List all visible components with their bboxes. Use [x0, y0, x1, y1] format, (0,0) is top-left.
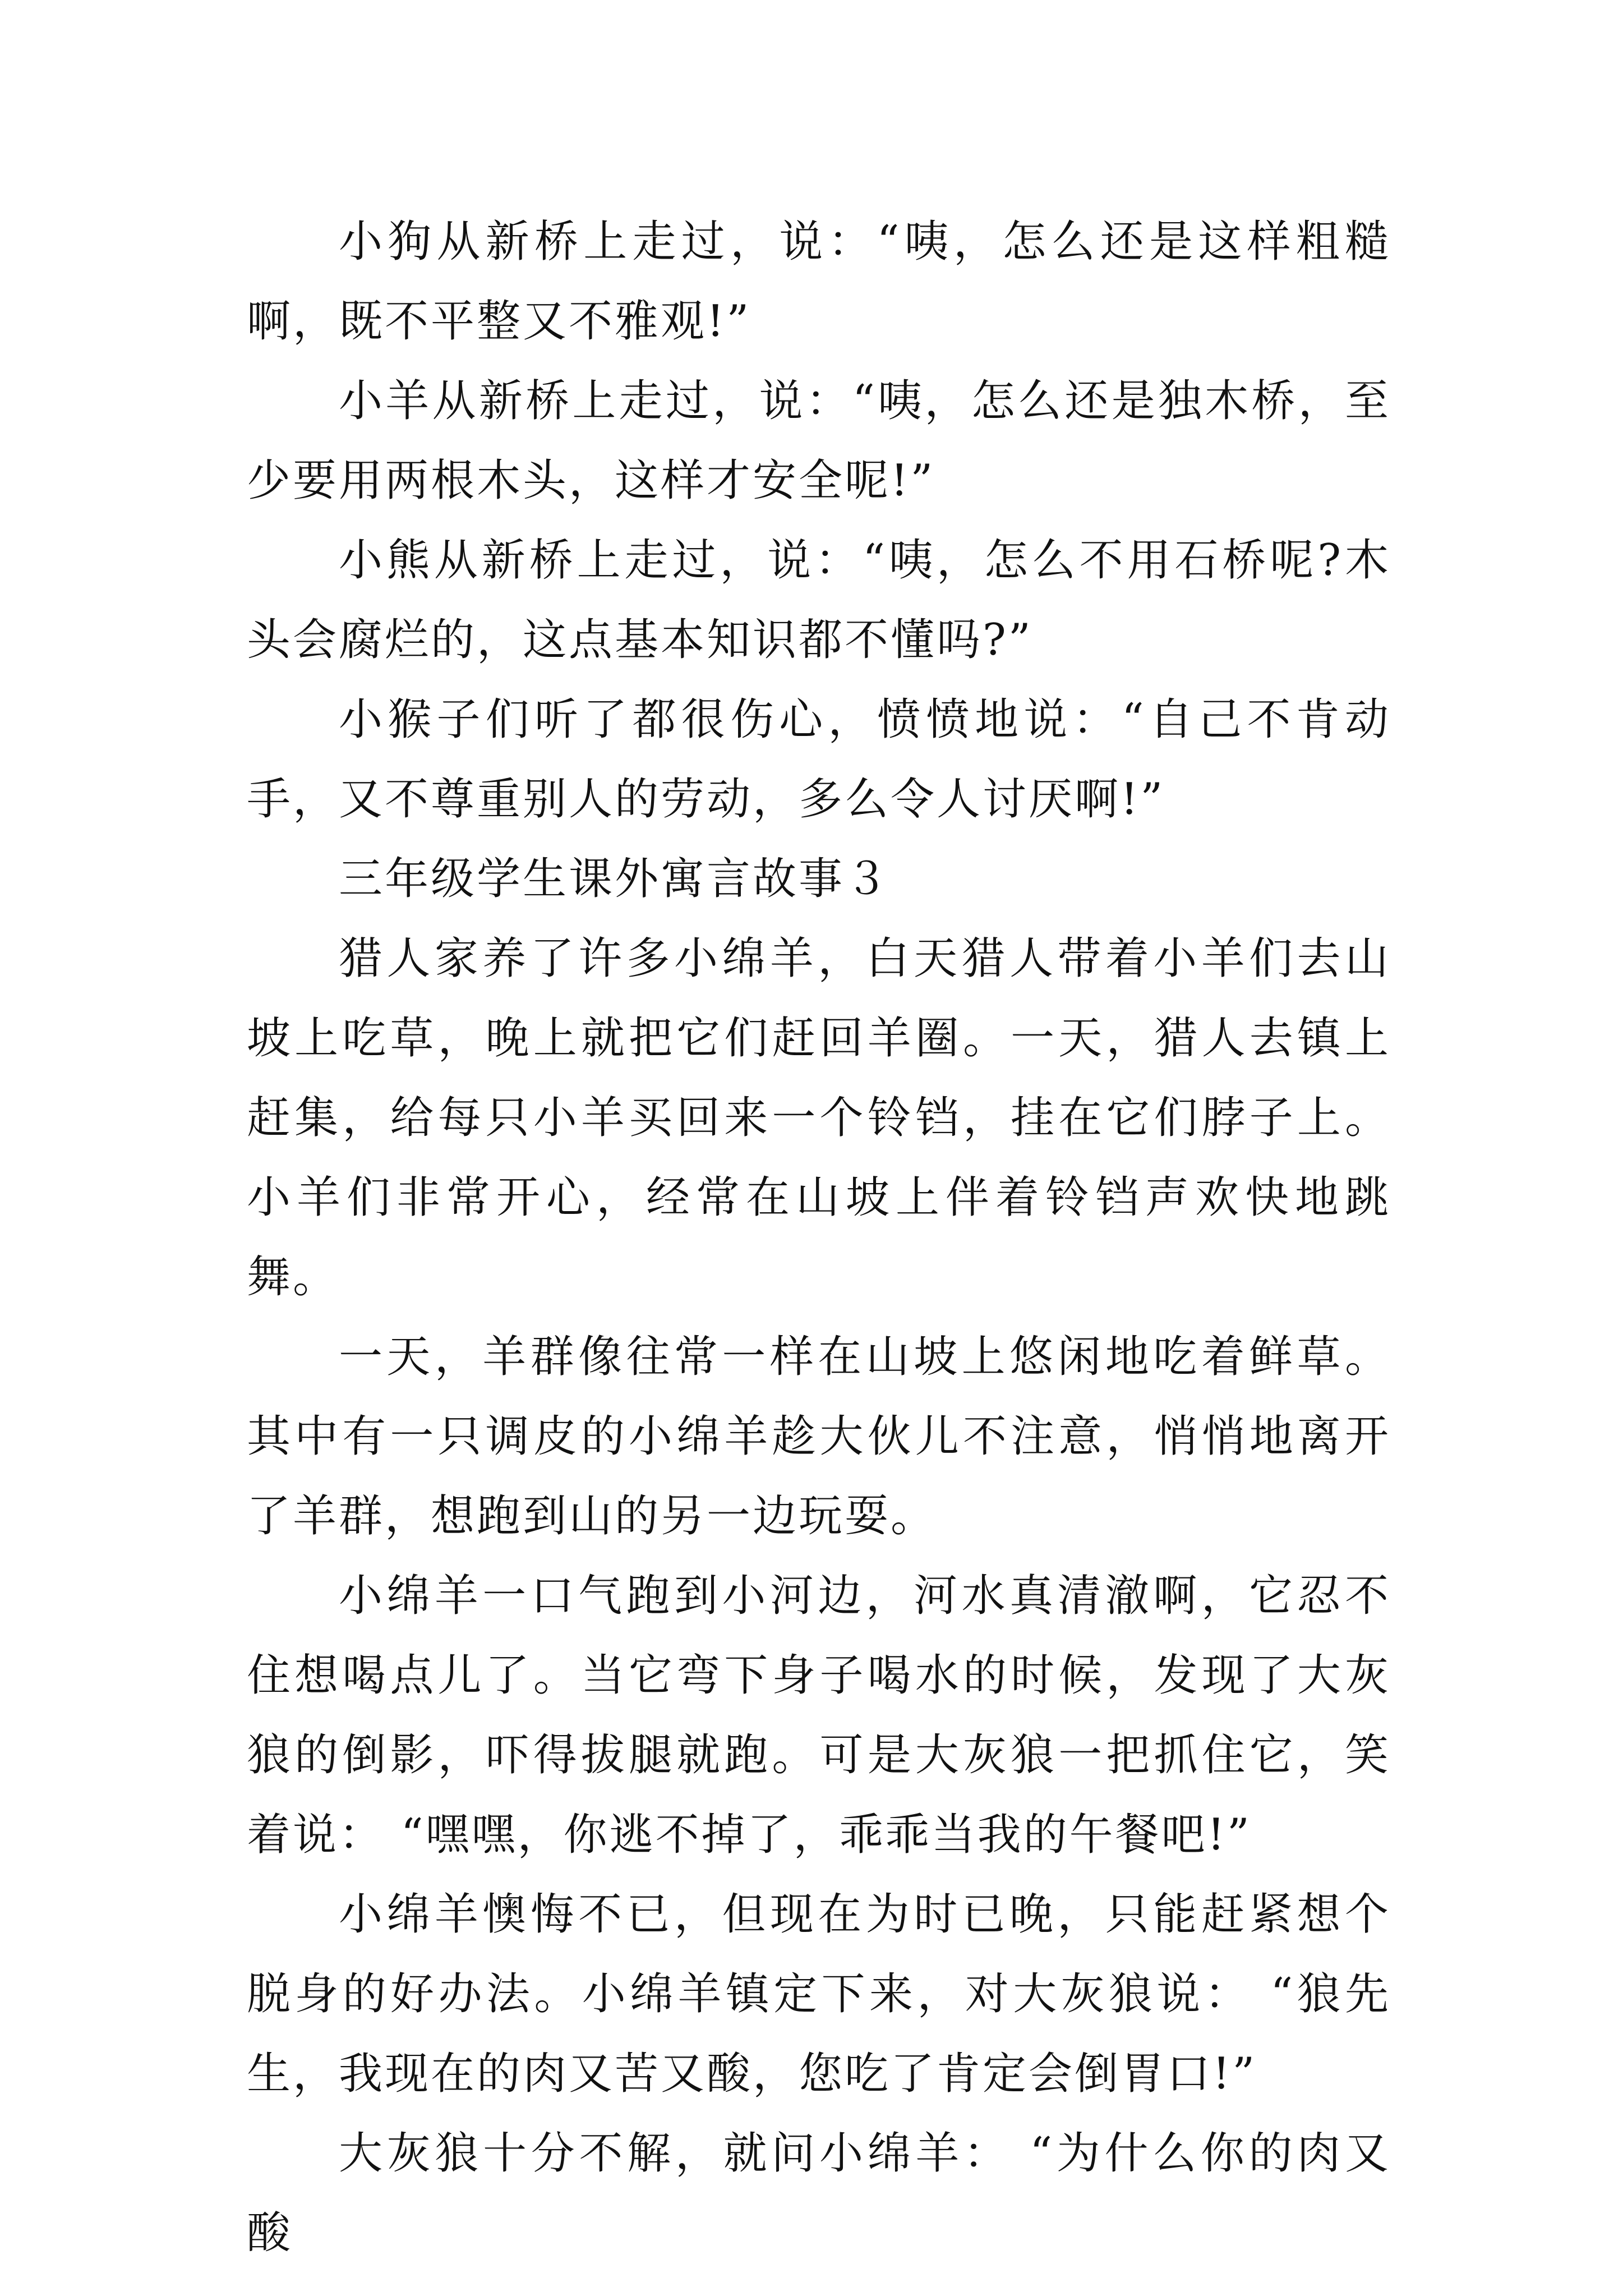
paragraph-river: 小绵羊一口气跑到小河边，河水真清澈啊，它忍不住想喝点儿了。当它弯下身子喝水的时候，发现了大灰狼的倒影，吓得拔腿就跑。可是大灰狼一把抓住它，笑着说： “嘿嘿，你逃不掉了，乖乖当我的午餐吧!”: [247, 1571, 1391, 1860]
section-title: 三年级学生课外寓言故事３: [339, 854, 891, 904]
paragraph-bear: 小熊从新桥上走过，说：“咦，怎么不用石桥呢?木头会腐烂的，这点基本知识都不懂吗?”: [247, 535, 1391, 665]
paragraph-dog: 小狗从新桥上走过，说：“咦，怎么还是这样粗糙啊，既不平整又不雅观!”: [247, 217, 1391, 347]
paragraph-wolf-question: 大灰狼十分不解，就问小绵羊： “为什么你的肉又酸: [247, 2128, 1391, 2258]
paragraph-hunter: 猎人家养了许多小绵羊，白天猎人带着小羊们去山坡上吃草，晚上就把它们赶回羊圈。一天，猎人去镇上赶集，给每只小羊买回来一个铃铛，挂在它们脖子上。小羊们非常开心，经常在山坡上伴着铃铛声欢快地跳舞。: [247, 933, 1391, 1303]
paragraph-monkeys: 小猴子们听了都很伤心，愤愤地说：“自己不肯动手，又不尊重别人的劳动，多么令人讨厌啊!”: [247, 694, 1391, 825]
paragraph-regret: 小绵羊懊悔不已，但现在为时已晚，只能赶紧想个脱身的好办法。小绵羊镇定下来，对大灰狼说： “狼先生，我现在的肉又苦又酸，您吃了肯定会倒胃口!”: [247, 1889, 1391, 2099]
document-body: [247, 202, 1391, 2273]
paragraph-sheep: 小羊从新桥上走过，说：“咦，怎么还是独木桥，至少要用两根木头，这样才安全呢!”: [247, 376, 1391, 506]
paragraph-flock: 一天，羊群像往常一样在山坡上悠闲地吃着鲜草。其中有一只调皮的小绵羊趁大伙儿不注意，悄悄地离开了羊群，想跑到山的另一边玩耍。: [247, 1332, 1391, 1542]
